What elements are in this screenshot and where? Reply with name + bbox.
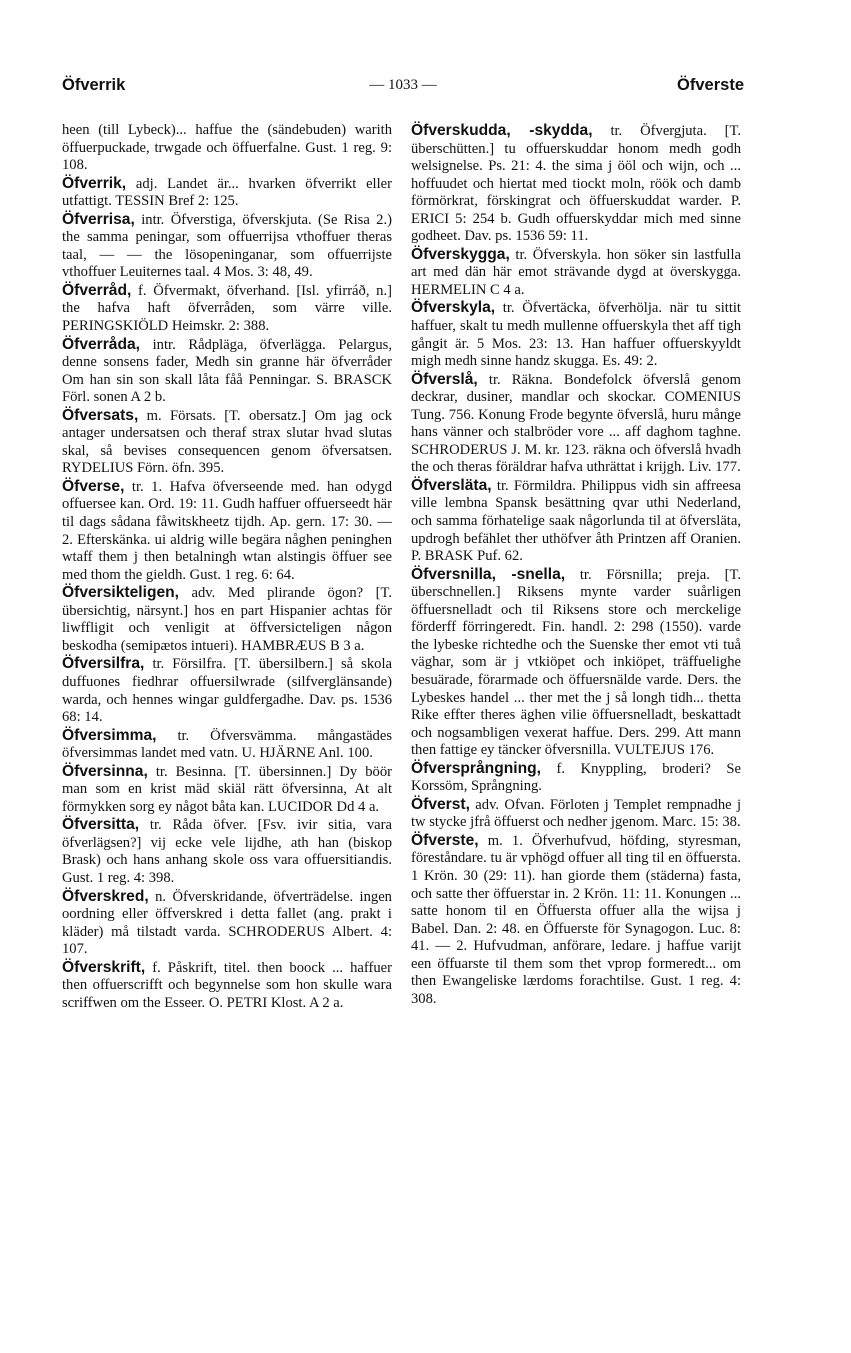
entry-headword: Öfversats, bbox=[62, 406, 139, 424]
left-column bbox=[62, 122, 392, 1012]
entry-headword: Öfverste, bbox=[411, 831, 479, 849]
entry-text: tr. Förmildra. Philippus vidh sin affreesa ville lembna Spansk besättning qvar uthi Nederland, och samma förhatelige saak någorlunda til at öfversläta, updrogh befählet ther uthöfver åth Printzen aff Oranien. P. BRASK Puf. 62. bbox=[411, 477, 741, 565]
dictionary-entry bbox=[62, 763, 392, 817]
entry-headword: Öfverskygga, bbox=[411, 245, 510, 263]
dictionary-entry bbox=[411, 796, 741, 832]
entry-text: tr. Försnilla; preja. [T. überschnellen.] Riksens mynte varder suårligen öffuersnelladt och til Riksens store och merckelige förderff förringeredt. Fin. handl. 2: 298 (1550). varde the lybeske richtedhe och the Suenske ther emot vti tuå väghar, som är j vtkiöpet och inkiöpet, träffuelighe besuärade, förarmade och öffuersnälde varde. Ders. the Lybeskes handel ... ther met the j så longh tidh... thetta Rike effter theres äghen vilie öffuersnelladt, beskattadt och nogsambligen vexerat haffue. Ders. 299. Att mann then fattige ey täncker öfversnilla. VULTEJUS 176. bbox=[411, 566, 741, 759]
dictionary-entry bbox=[411, 299, 741, 370]
dictionary-entry bbox=[411, 477, 741, 566]
entry-text: tr. Besinna. [T. übersinnen.] Dy böör man som en krist mäd skiäl rätt öfversinna, At alt förmykken sorg ey något båta kan. LUCIDOR Dd 4 a. bbox=[62, 763, 392, 815]
dictionary-entry bbox=[62, 175, 392, 211]
dictionary-entry bbox=[62, 282, 392, 336]
entry-headword: Öfverst, bbox=[411, 795, 470, 813]
entry-text: tr. Räkna. Bondefolck öfverslå genom deckrar, dusiner, mandlar och skockar. COMENIUS Tung. 756. Konung Frode begynte öfverslå, huru månge hans vänner och stalbröder vore ... aff daghom taghne. SCHRODERUS J. M. kr. 123. räkna och öfverslå hvadh the och theras föräldrar hafva uthrättat i krijgh. Liv. 177. bbox=[411, 371, 741, 476]
entry-text: tr. Öfvergjuta. [T. überschütten.] tu offuerskuddar honom medh godh welsignelse. Ps. 21: 4. the sima j ööl och wijn, och ... hoffuudet och hiertat med tiockt moln, röök och damb förmörkrat, förskingrat och öffuerskuddat warder. P. ERICI 5: 254 b. Gudh offuerskyddar mich med sinne godheet. Dav. ps. 1536 59: 11. bbox=[411, 123, 741, 245]
dictionary-entry bbox=[62, 336, 392, 407]
dictionary-entry bbox=[62, 727, 392, 763]
entry-headword: Öfversilfra, bbox=[62, 655, 145, 673]
entry-headword: Öfverrik, bbox=[62, 174, 127, 192]
entry-text: tr. 1. Hafva öfverseende med. han odygd offuersee kan. Ord. 19: 11. Gudh haffuer offuerseedt här til dags sådana fåwitskheetz tijdh. Ap. gern. 17: 30. — 2. Efterskänka. ui aldrig wille begära någhen peninghen wtaff them j then betalningh wtan alstingis öffuer see med thom the gieldh. Gust. 1 reg. 6: 64. bbox=[62, 478, 392, 583]
entry-headword: Öfverråda, bbox=[62, 335, 141, 353]
entry-headword: Öfversikteligen, bbox=[62, 584, 179, 602]
running-head-right: Öfverste bbox=[677, 76, 744, 94]
dictionary-entry bbox=[411, 246, 741, 300]
entry-text: m. Försats. [T. obersatz.] Om jag ock antager undersatsen och theraf strax slutar hvad slutas skal, så bevises consequencen genom öfversatsen. RYDELIUS Förn. öfn. 395. bbox=[62, 407, 392, 477]
dictionary-entry bbox=[411, 122, 741, 246]
entry-headword: Öfversinna, bbox=[62, 762, 148, 780]
entry-text: adv. Med plirande ögon? [T. übersichtig, närsynt.] hos en part Hispanier achtas för liwffligit och venligit at öffversicteligen någon beskodha (semipætos intueri). HAMBRÆUS B 3 a. bbox=[62, 585, 392, 654]
entry-text: adj. Landet är... hvarken öfverrikt eller utfattigt. TESSIN Bref 2: 125. bbox=[62, 175, 392, 210]
dictionary-entry bbox=[411, 760, 741, 796]
entry-text: tr. Öfvertäcka, öfverhölja. när tu sittit haffuer, skalt tu medh mullenne offuerskyla thet aff tigh gångit är. 5 Mos. 23: 13. Han haffuer offuerskyyldt migh medh sinne handz skugga. Es. 49: 2. bbox=[411, 300, 741, 370]
dictionary-entry bbox=[62, 211, 392, 282]
entry-text: tr. Försilfra. [T. übersilbern.] så skola duffuones fiedhrar offuersilwrade (silfverglänsande) warda, och hennes wingar guldfergadhe. Dav. ps. 1536 68: 14. bbox=[62, 656, 392, 726]
entry-headword: Öfversnilla, -snella, bbox=[411, 565, 566, 583]
dictionary-entry bbox=[411, 832, 741, 1008]
entry-text: m. 1. Öfverhufvud, höfding, styresman, föreståndare. tu är vphögd offuer all ting til en öffuersta. 1 Krön. 30 (29: 11). han giorde them (städerna) fasta, och satte ther öffuerstar in. 2 Krön. 11: 11. Konungen ... satte honom til en Öffuersta offuer alla the wijsa j Babel. Dan. 2: 48. en Öffuerste för Synagogon. Luc. 8: 41. — 2. Hufvudman, anförare, ledare. j haffue varijt een öffuarste til them som thet vprop formeredt... om then Ewangeliske lærdoms forachtilse. Gust. 1 reg. 4: 308. bbox=[411, 832, 741, 1007]
entry-text: adv. Ofvan. Förloten j Templet rempnadhe j tw stycke jfrå öffuerst och nedher jgenom. Marc. 15: 38. bbox=[411, 796, 741, 831]
dictionary-entry bbox=[62, 816, 392, 887]
entry-headword: Öfversprångning, bbox=[411, 759, 541, 777]
entry-text: f. Knyppling, broderi? Se Korssöm, Språngning. bbox=[411, 760, 741, 795]
entry-text: intr. Öfverstiga, öfverskjuta. (Se Risa 2.) the samma peningar, som offuerrijsa vthoffuer theras taal, — — the lösopeninganar, som offuerrijste vthoffuer Leuiternes taal. 4 Mos. 3: 48, 49. bbox=[62, 211, 392, 281]
dictionary-entry bbox=[62, 407, 392, 478]
dictionary-entry bbox=[62, 959, 392, 1013]
entry-headword: Öfverskrift, bbox=[62, 958, 146, 976]
entry-headword: Öfverskred, bbox=[62, 887, 149, 905]
dictionary-entry bbox=[62, 584, 392, 655]
right-column bbox=[411, 122, 741, 1008]
entry-headword: Öfversitta, bbox=[62, 816, 140, 834]
page-number: — 1033 — bbox=[369, 77, 437, 93]
entry-text: n. Öfverskridande, öfverträdelse. ingen oordning eller öffverskred i detta fallet (ang. prakt i kläder) må tilstadt varda. SCHRODERUS Albert. 4: 107. bbox=[62, 888, 392, 958]
entry-headword: Öfverslå, bbox=[411, 370, 478, 388]
running-head-left: Öfverrik bbox=[62, 76, 126, 94]
entry-headword: Öfversimma, bbox=[62, 726, 157, 744]
dictionary-entry bbox=[62, 122, 392, 175]
entry-text: tr. Råda öfver. [Fsv. ivir sitia, vara öfverlägsen?] vij ecke vele lijdhe, ath han (biskop Brask) och hans anhang skole oss vara offuersitiandis. Gust. 1 reg. 4: 398. bbox=[62, 817, 392, 886]
entry-headword: Öfversläta, bbox=[411, 476, 492, 494]
entry-headword: Öfverse, bbox=[62, 477, 125, 495]
entry-text: tr. Öfversvämma. mångastädes öfversimmas landet med vatn. U. HJÄRNE Anl. 100. bbox=[62, 727, 393, 762]
entry-headword: Öfverrisa, bbox=[62, 210, 135, 228]
entry-text: tr. Öfverskyla. hon söker sin lastfulla art med dän här emot strävande dygd at överskygga. HERMELIN C 4 a. bbox=[411, 246, 742, 298]
entry-headword: Öfverråd, bbox=[62, 281, 132, 299]
entry-text: f. Öfvermakt, öfverhand. [Isl. yfirráð, n.] the hafva haft öfverråden, som värre ville. PERINGSKIÖLD Heimskr. 2: 388. bbox=[62, 282, 392, 335]
entry-headword: Öfverskyla, bbox=[411, 299, 496, 317]
dictionary-entry bbox=[411, 371, 741, 477]
dictionary-entry bbox=[62, 655, 392, 726]
entry-text: intr. Rådpläga, öfverlägga. Pelargus, denne sonsens fader, Medh sin granne här öfverråder Om han sin son skall låta fåå Penningar. S. BRASCK Förl. sonen A 2 b. bbox=[62, 336, 392, 406]
dictionary-entry bbox=[62, 478, 392, 584]
entry-text: f. Påskrift, titel. then boock ... haffuer then offuerscrifft och begynnelse som hon skulle wara scriffwen om the Esseer. O. PETRI Klost. A 2 a. bbox=[62, 959, 392, 1011]
dictionary-entry bbox=[411, 566, 741, 760]
dictionary-entry bbox=[62, 888, 392, 959]
entry-text: heen (till Lybeck)... haffue the (sändebuden) warith öffuerpuckade, trwgade och öffuerfalne. Gust. 1 reg. 9: 108. bbox=[62, 122, 392, 174]
page-header bbox=[62, 76, 744, 98]
entry-headword: Öfverskudda, -skydda, bbox=[411, 122, 593, 139]
